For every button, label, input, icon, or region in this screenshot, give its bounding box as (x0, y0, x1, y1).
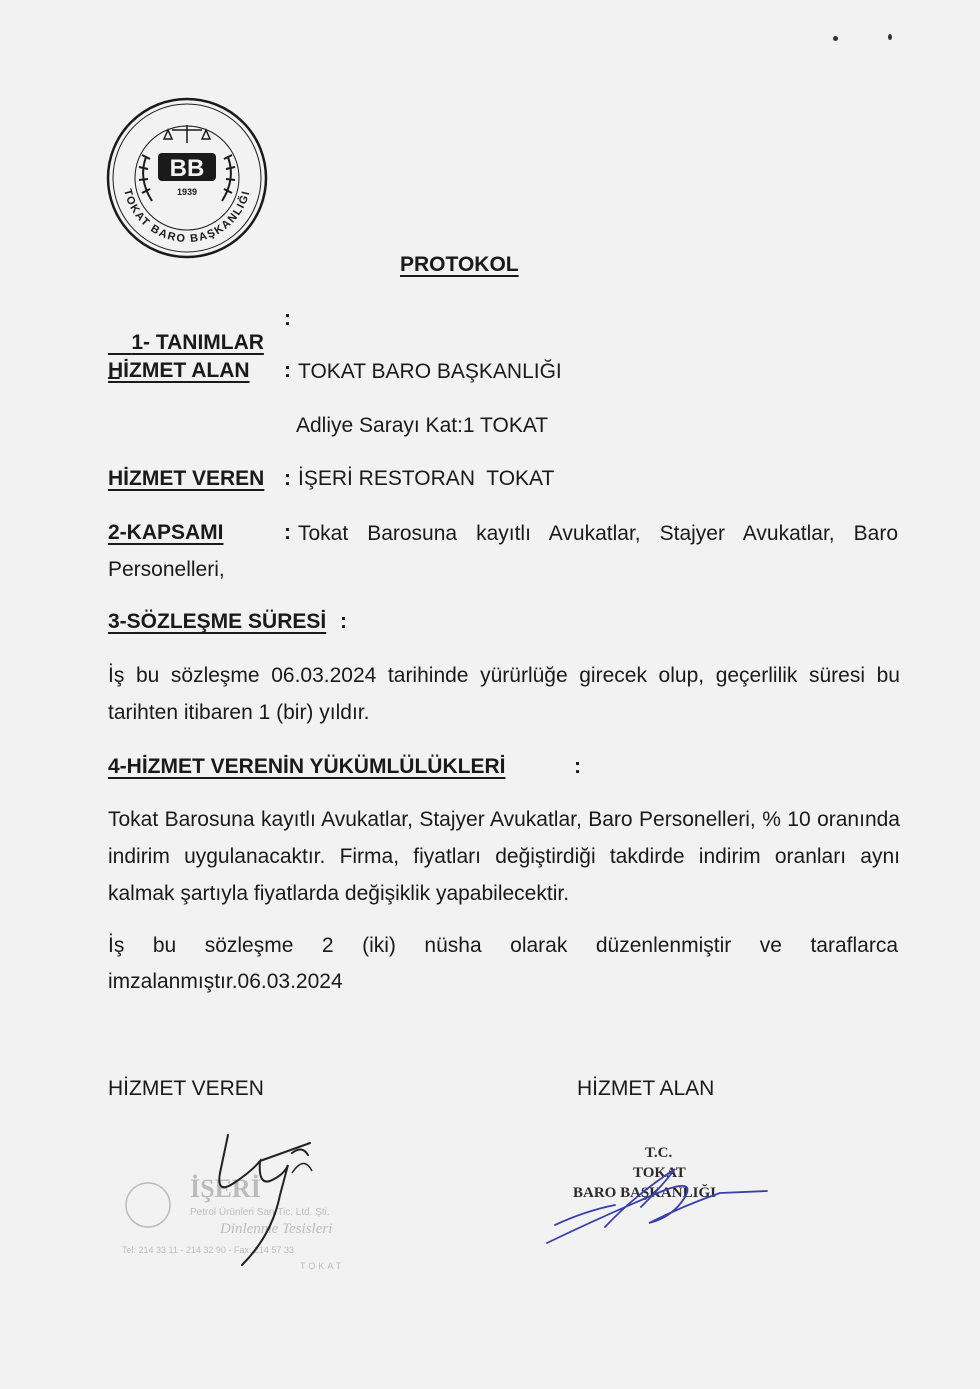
service-provider-name: İŞERİ RESTORAN TOKAT (298, 467, 555, 490)
section-duration-heading: 3-SÖZLEŞME SÜRESİ : (108, 610, 347, 633)
logo-ring-text: TOKAT BARO BAŞKANLIĞI (121, 187, 253, 246)
duration-text: İş bu sözleşme 06.03.2024 tarihinde yürürlüğe girecek olup, geçerlilik süresi bu tarihten itibaren 1 (bir) yıldır. (108, 664, 900, 724)
closing-text-line1: İş bu sözleşme 2 (iki) nüsha olarak düzenlenmiştir ve taraflarca (108, 934, 898, 957)
provider-signature (200, 1125, 333, 1275)
closing-text-line2: imzalanmıştır.06.03.2024 (108, 970, 343, 993)
section-definitions-heading: 1- TANIMLAR : (131, 307, 291, 354)
stamp-line-baro: BARO BAŞKANLIĞI (573, 1185, 716, 1201)
provider-signature-label: HİZMET VEREN (108, 1077, 264, 1100)
service-provider-label: HİZMET VEREN : (108, 467, 291, 490)
scope-text-line2: Personelleri, (108, 558, 225, 581)
company-stamp-brand: İŞERİ (190, 1174, 261, 1203)
section-scope-heading: 2-KAPSAMI : (108, 521, 291, 544)
stamp-line-tc: T.C. (645, 1145, 673, 1161)
obligations-text: Tokat Barosuna kayıtlı Avukatlar, Stajyer Avukatlar, Baro Personelleri, % 10 oranında indirim uygulanacaktır. Firma, fiyatları değiştirdiği takdirde indirim oranları aynı kalmak şartıyla fiyatlarda değişiklik yapabilecektir. (108, 808, 900, 905)
scan-mark (833, 36, 838, 41)
scan-mark (888, 34, 892, 40)
recipient-signature-label: HİZMET ALAN (577, 1077, 715, 1100)
company-stamp-line2: Dinlenme Tesisleri (220, 1221, 333, 1237)
scope-text-line1: Tokat Barosuna kayıtlı Avukatlar, Stajyer Avukatlar, Baro (298, 522, 898, 545)
company-stamp-line3: Tel: 214 33 11 - 214 32 90 - Fax: 214 57 33 (122, 1245, 294, 1255)
stamp-line-tokat: TOKAT (633, 1165, 686, 1181)
scales-icon (164, 125, 210, 143)
bar-association-logo (106, 97, 268, 259)
company-stamp-line4: TOKAT (300, 1261, 345, 1271)
bar-office-stamp (545, 1135, 775, 1250)
logo-year: 1939 (176, 187, 198, 197)
service-recipient-name: TOKAT BARO BAŞKANLIĞI (298, 360, 562, 383)
logo-letters: BB (169, 155, 205, 182)
document-title: PROTOKOL (400, 253, 519, 276)
service-recipient-label: HİZMET ALAN : (108, 359, 291, 382)
service-recipient-address: Adliye Sarayı Kat:1 TOKAT (296, 414, 549, 437)
section-obligations-heading: 4-HİZMET VERENİN YÜKÜMLÜLÜKLERİ : (108, 755, 581, 778)
company-stamp-line1: Petrol Ürünleri San.Tic. Ltd. Şti. (190, 1207, 330, 1218)
